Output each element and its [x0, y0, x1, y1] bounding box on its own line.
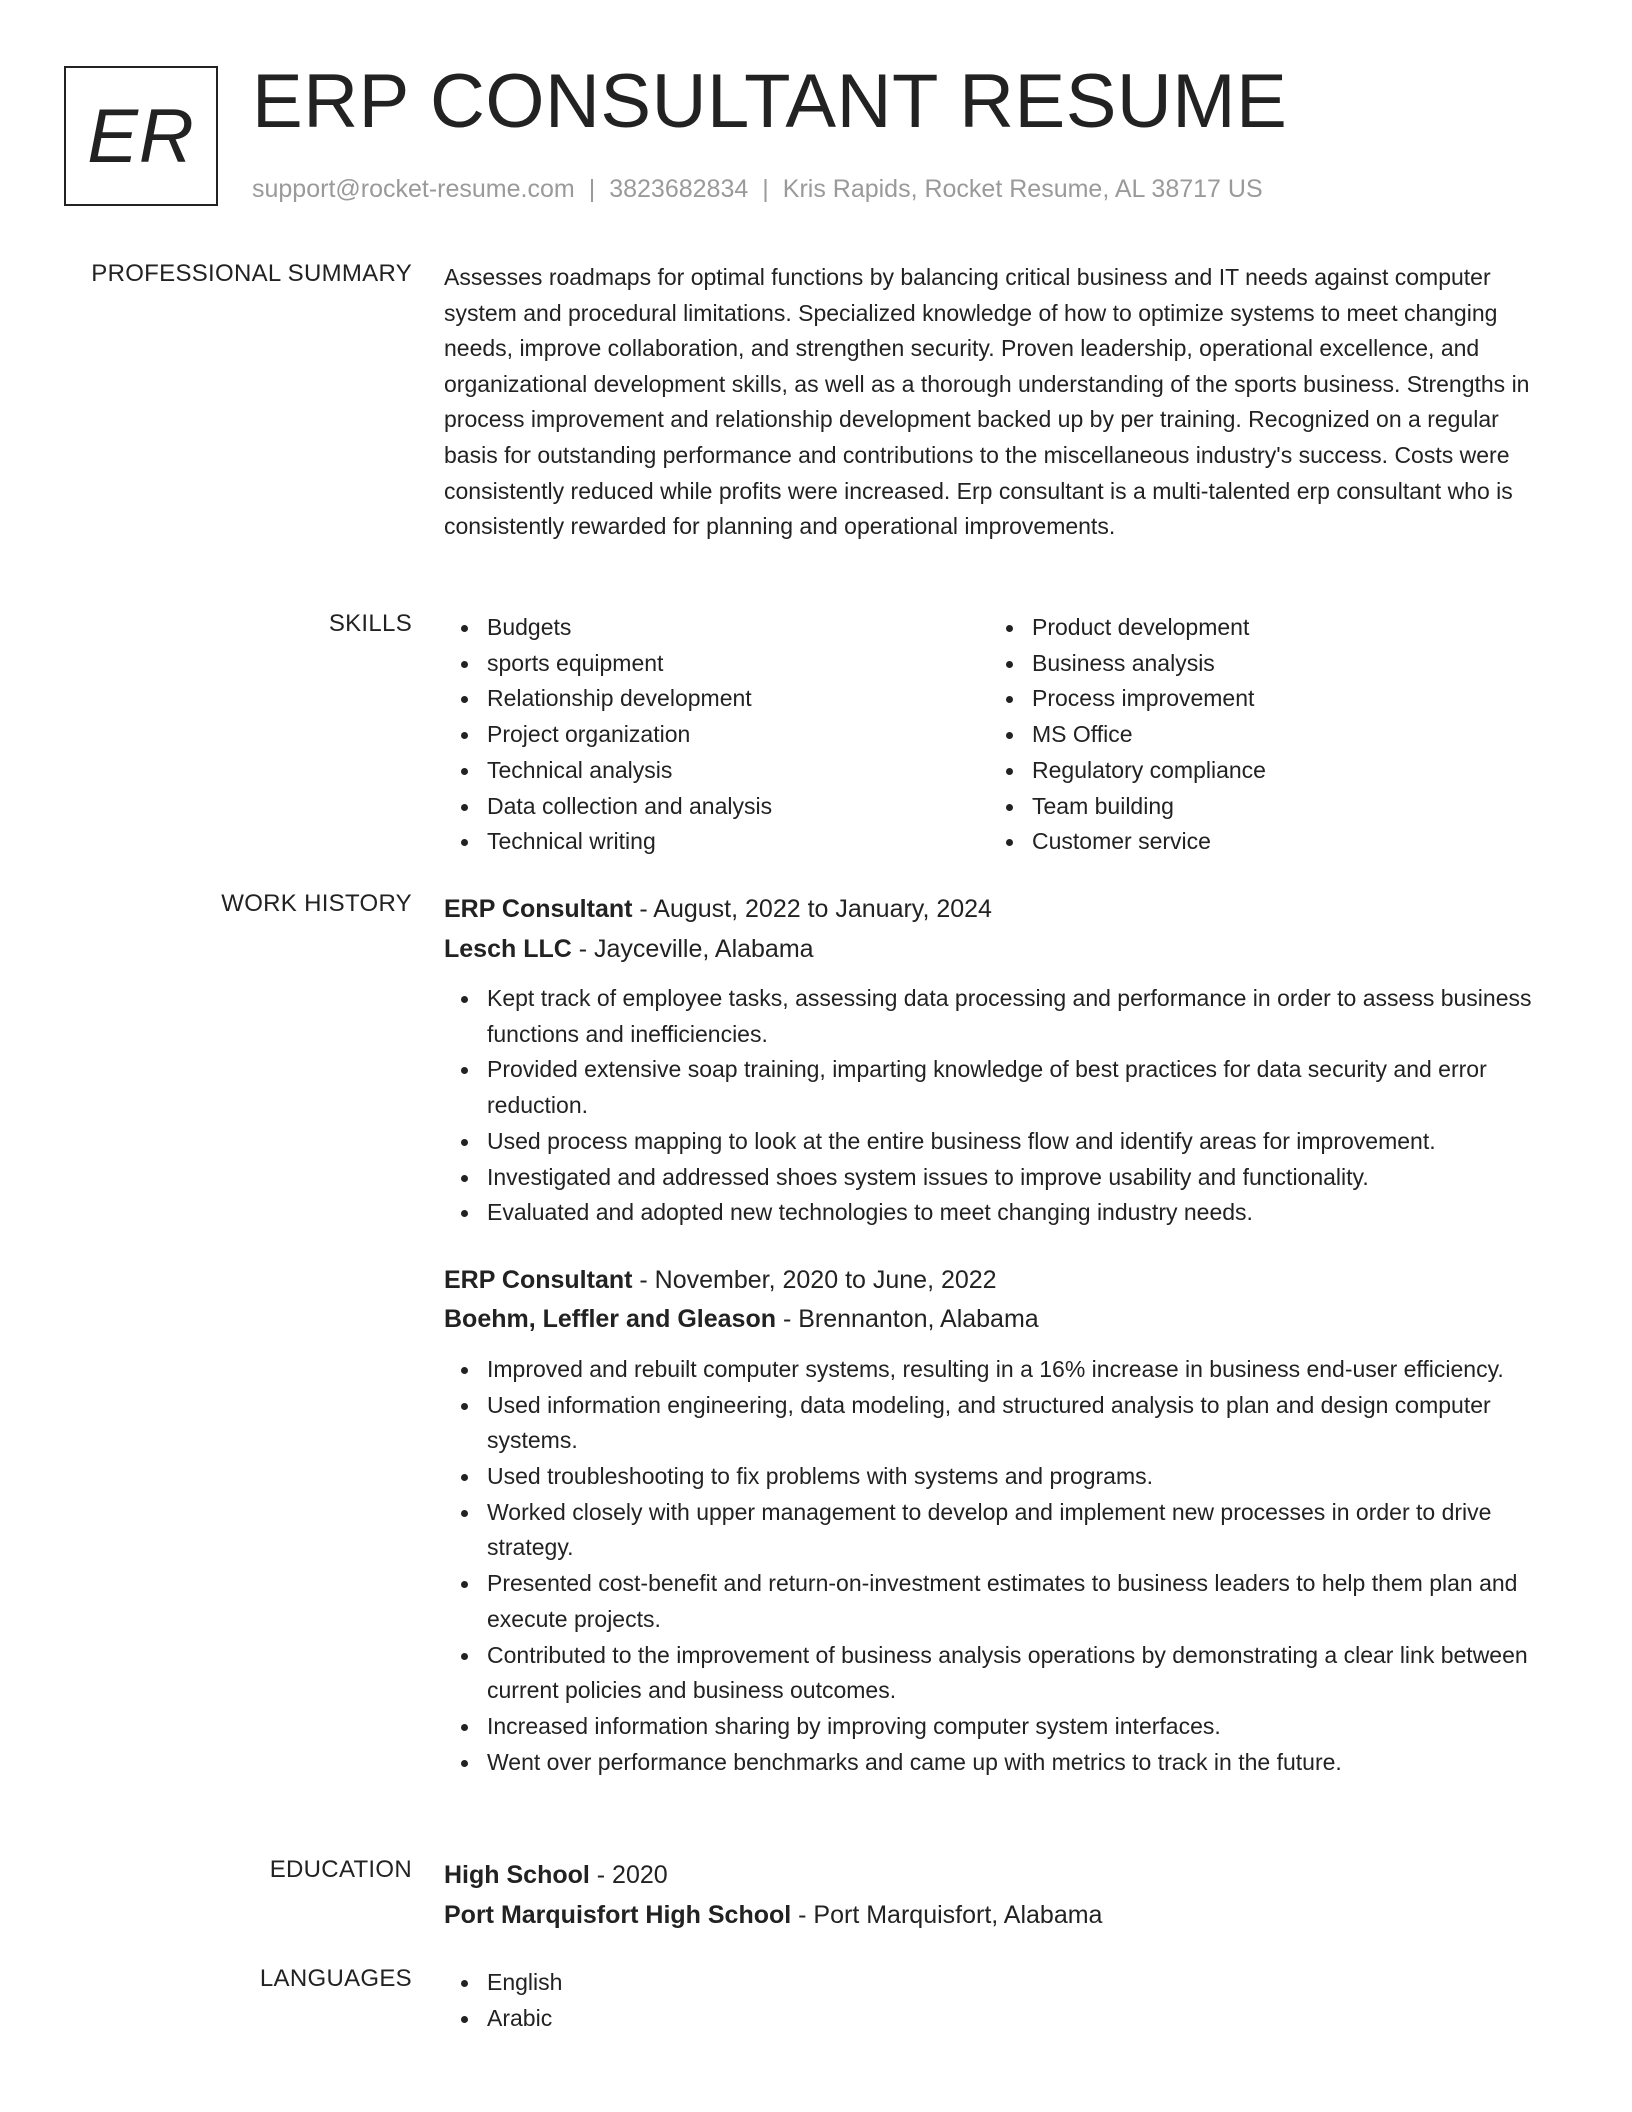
- contact-separator: |: [588, 175, 596, 203]
- job-bullet: Presented cost-benefit and return-on-investment estimates to business leaders to help them plan and execute projects.: [444, 1566, 1552, 1637]
- education-degree: High School: [444, 1861, 590, 1889]
- contact-separator: |: [762, 175, 769, 203]
- skill-item: Product development: [989, 610, 1534, 646]
- skill-item: Budgets: [444, 610, 989, 646]
- job-company-line: [444, 930, 1552, 970]
- job-bullet: Contributed to the improvement of business analysis operations by demonstrating a clear link between current policies and business outcomes.: [444, 1638, 1552, 1709]
- job-entry: [444, 890, 1552, 1231]
- summary-text: Assesses roadmaps for optimal functions by balancing critical business and IT needs against computer system and procedural limitations. Specialized knowledge of how to optimize systems to meet changing needs, improve collaboration, and strengthen security. Proven leadership, operational excellence, and organizational development skills, as well as a thorough understanding of the sports business. Strengths in process improvement and relationship development backed up by per training. Recognized on a regular basis for outstanding performance and contributions to the miscellaneous industry's success. Costs were consistently reduced while profits were increased. Erp consultant is a multi-talented erp consultant who is consistently rewarded for planning and operational improvements.: [444, 264, 1530, 540]
- skill-item: Project organization: [444, 717, 989, 753]
- job-bullets: [444, 981, 1552, 1231]
- skill-item: Team building: [989, 789, 1534, 825]
- languages-body: [444, 1965, 1552, 2036]
- job-company-line: [444, 1300, 1552, 1340]
- job-title: ERP Consultant: [444, 1265, 633, 1294]
- monogram-logo: [64, 66, 218, 206]
- skill-item: Business analysis: [989, 646, 1534, 682]
- contact-address: Kris Rapids, Rocket Resume, AL 38717 US: [782, 175, 1263, 203]
- job-company: Lesch LLC: [444, 934, 572, 963]
- summary-body: [444, 260, 1552, 545]
- job-title: ERP Consultant: [444, 895, 633, 923]
- languages-heading: LANGUAGES: [259, 1965, 412, 1992]
- skill-item: MS Office: [989, 717, 1534, 753]
- job-bullet: Improved and rebuilt computer systems, resulting in a 16% increase in business end-user efficiency.: [444, 1352, 1552, 1388]
- contact-phone: 3823682834: [609, 175, 749, 203]
- contact-email: support@rocket-resume.com: [252, 175, 575, 203]
- job-dates: - November, 2020 to June, 2022: [632, 1265, 997, 1294]
- job-location: - Brennanton, Alabama: [776, 1305, 1039, 1334]
- work-history-body: [444, 890, 1552, 1780]
- skills-list-right: [989, 610, 1534, 860]
- job-bullet: Evaluated and adopted new technologies to meet changing industry needs.: [444, 1195, 1552, 1231]
- skills-grid: [444, 610, 1552, 860]
- languages-list: [444, 1965, 1552, 2036]
- education-school-line: [444, 1896, 1552, 1936]
- job-title-line: [444, 890, 1552, 930]
- job-bullet: Investigated and addressed shoes system issues to improve usability and functionality.: [444, 1160, 1552, 1196]
- education-school: Port Marquisfort High School: [444, 1900, 792, 1929]
- job-bullet: Used information engineering, data modeling, and structured analysis to plan and design computer systems.: [444, 1388, 1552, 1459]
- job-bullet: Increased information sharing by improving computer system interfaces.: [444, 1709, 1552, 1745]
- skill-item: Technical analysis: [444, 753, 989, 789]
- skill-item: Regulatory compliance: [989, 753, 1534, 789]
- education-location: - Port Marquisfort, Alabama: [791, 1900, 1103, 1929]
- job-bullet: Used troubleshooting to fix problems with systems and programs.: [444, 1459, 1552, 1495]
- skill-item: Technical writing: [444, 824, 989, 860]
- skill-item: Data collection and analysis: [444, 789, 989, 825]
- job-company: Boehm, Leffler and Gleason: [444, 1305, 777, 1334]
- education-body: [444, 1856, 1552, 1935]
- language-item: English: [444, 1965, 1552, 2001]
- job-bullet: Went over performance benchmarks and came up with metrics to track in the future.: [444, 1745, 1552, 1781]
- resume-title: ERP CONSULTANT RESUME: [252, 59, 1288, 144]
- education-degree-line: [444, 1856, 1552, 1896]
- skills-body: [444, 610, 1552, 860]
- job-bullet: Used process mapping to look at the entire business flow and identify areas for improvement.: [444, 1124, 1552, 1160]
- skills-heading: SKILLS: [328, 610, 412, 637]
- language-item: Arabic: [444, 2001, 1552, 2037]
- education-heading: EDUCATION: [269, 1856, 412, 1883]
- skill-item: sports equipment: [444, 646, 989, 682]
- monogram-initials: ER: [87, 93, 195, 179]
- work-history-heading: WORK HISTORY: [221, 890, 412, 917]
- job-dates: - August, 2022 to January, 2024: [632, 895, 992, 923]
- job-bullets: [444, 1352, 1552, 1780]
- job-bullet: Provided extensive soap training, imparting knowledge of best practices for data security and error reduction.: [444, 1052, 1552, 1123]
- contact-line: [252, 175, 1263, 204]
- job-location: - Jayceville, Alabama: [571, 934, 814, 963]
- education-year: - 2020: [589, 1861, 668, 1889]
- job-title-line: [444, 1261, 1552, 1301]
- skill-item: Relationship development: [444, 681, 989, 717]
- skill-item: Customer service: [989, 824, 1534, 860]
- job-entry: [444, 1261, 1552, 1780]
- skills-list-left: [444, 610, 989, 860]
- job-bullet: Kept track of employee tasks, assessing data processing and performance in order to assess business functions and inefficiencies.: [444, 981, 1552, 1052]
- job-bullet: Worked closely with upper management to develop and implement new processes in order to drive strategy.: [444, 1495, 1552, 1566]
- skill-item: Process improvement: [989, 681, 1534, 717]
- summary-heading: PROFESSIONAL SUMMARY: [91, 260, 412, 287]
